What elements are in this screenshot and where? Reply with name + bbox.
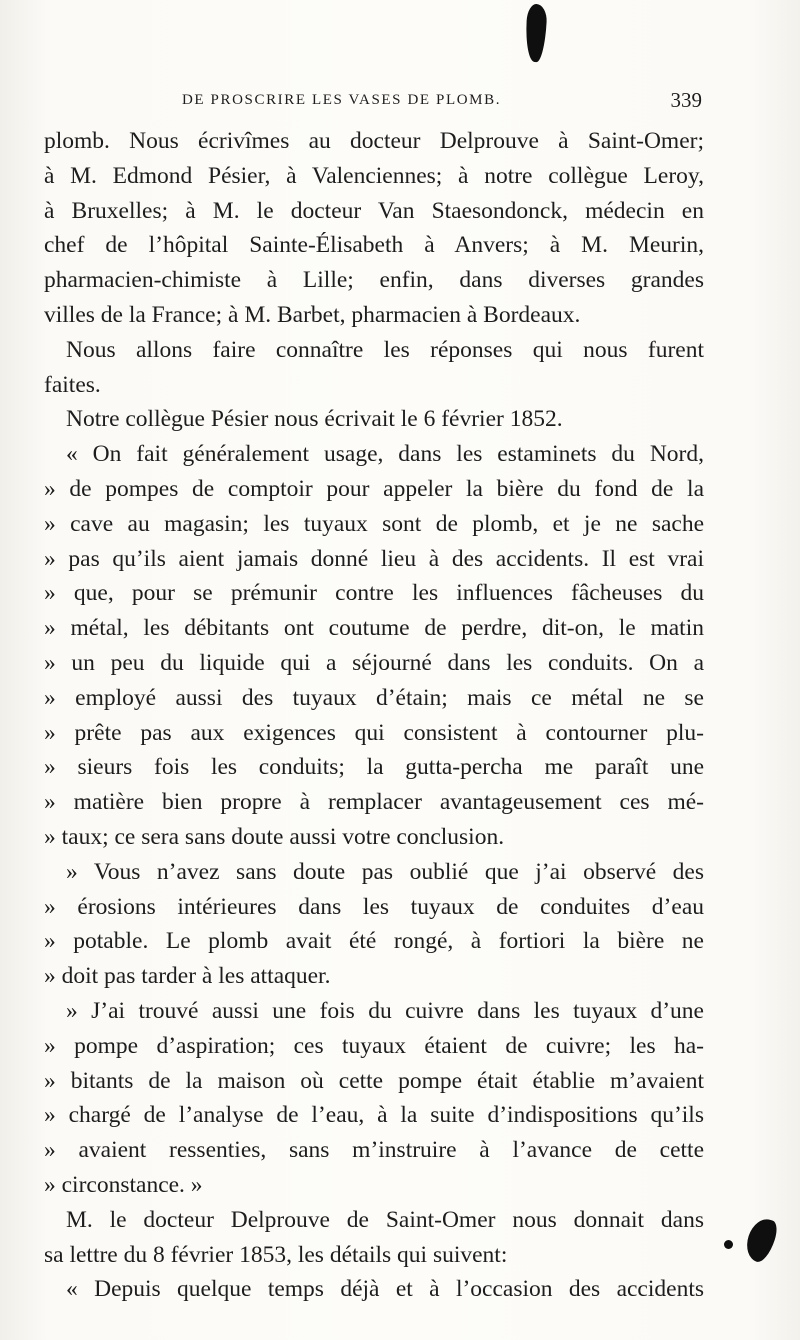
text-line: pharmacien-chimiste à Lille; enfin, dans diverses grandes (44, 267, 704, 294)
text-line: à Bruxelles; à M. le docteur Van Staesondonck, médecin en (44, 197, 704, 224)
text-line: » un peu du liquide qui a séjourné dans les conduits. On a (44, 649, 704, 676)
running-head-title: DE PROSCRIRE LES VASES DE PLOMB. (182, 92, 502, 108)
text-line: faites. (44, 371, 101, 398)
ink-blot (724, 1240, 733, 1249)
text-line: » matière bien propre à remplacer avantageusement ces mé- (44, 789, 704, 816)
page-number: 339 (670, 88, 702, 112)
text-line: » taux; ce sera sans doute aussi votre conclusion. (44, 823, 505, 850)
text-line: » doit pas tarder à les attaquer. (44, 963, 331, 990)
text-line: » que, pour se prémunir contre les influences fâcheuses du (44, 580, 704, 607)
ink-blot (742, 1215, 780, 1265)
text-line: villes de la France; à M. Barbet, pharmacien à Bordeaux. (44, 301, 581, 328)
text-line: » circonstance. » (44, 1171, 203, 1198)
ink-blot (524, 4, 547, 63)
text-line: » sieurs fois les conduits; la gutta-percha me paraît une (44, 754, 704, 781)
text-line: » métal, les débitants ont coutume de perdre, dit-on, le matin (44, 615, 704, 642)
running-head (182, 90, 702, 116)
text-line: » avaient ressenties, sans m’instruire à l’avance de cette (44, 1137, 704, 1164)
text-line: à M. Edmond Pésier, à Valenciennes; à notre collègue Leroy, (44, 162, 704, 189)
text-line: » de pompes de comptoir pour appeler la bière du fond de la (44, 475, 704, 502)
text-line: » Vous n’avez sans doute pas oublié que j’ai observé des (66, 858, 704, 885)
text-line: M. le docteur Delprouve de Saint-Omer nous donnait dans (66, 1206, 704, 1233)
body-text (44, 124, 704, 1307)
text-line: » prête pas aux exigences qui consistent à contourner plu- (44, 719, 704, 746)
text-line: « On fait généralement usage, dans les estaminets du Nord, (66, 441, 704, 468)
text-line: » potable. Le plomb avait été rongé, à fortiori la bière ne (44, 928, 704, 955)
text-line: » J’ai trouvé aussi une fois du cuivre dans les tuyaux d’une (66, 997, 704, 1024)
text-line: » pas qu’ils aient jamais donné lieu à des accidents. Il est vrai (44, 545, 704, 572)
text-line: sa lettre du 8 février 1853, les détails qui suivent: (44, 1241, 508, 1268)
text-line: » bitants de la maison où cette pompe était établie m’avaient (44, 1067, 704, 1094)
text-line: Notre collègue Pésier nous écrivait le 6 février 1852. (66, 406, 563, 433)
text-line: » cave au magasin; les tuyaux sont de plomb, et je ne sache (44, 510, 704, 537)
text-line: » pompe d’aspiration; ces tuyaux étaient de cuivre; les ha- (44, 1032, 704, 1059)
text-line: » employé aussi des tuyaux d’étain; mais ce métal ne se (44, 684, 704, 711)
text-line: » chargé de l’analyse de l’eau, à la suite d’indispositions qu’ils (44, 1102, 704, 1129)
text-line: plomb. Nous écrivîmes au docteur Delprouve à Saint-Omer; (44, 128, 704, 154)
text-line: chef de l’hôpital Sainte-Élisabeth à Anvers; à M. Meurin, (44, 232, 704, 259)
text-line: Nous allons faire connaître les réponses qui nous furent (66, 336, 704, 363)
text-line: » érosions intérieures dans les tuyaux de conduites d’eau (44, 893, 704, 920)
text-line: « Depuis quelque temps déjà et à l’occasion des accidents (66, 1276, 704, 1303)
